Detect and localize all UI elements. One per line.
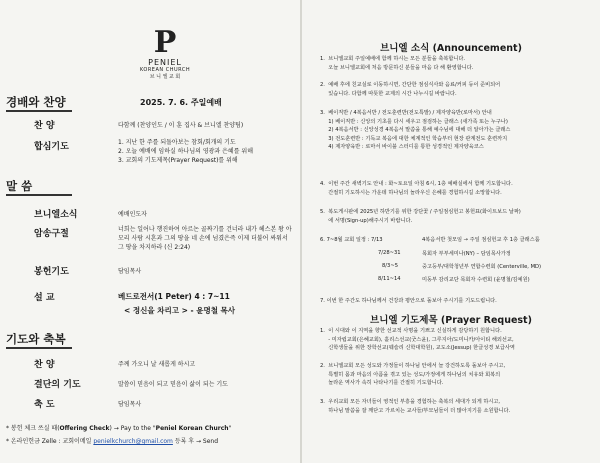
schedule-event: 4복음서반 첫모임 → 주일 점심헌교 후 1층 클래스룸 — [422, 237, 540, 243]
logo-name: PENIEL — [148, 58, 182, 67]
schedule-heading: 6. 7~8월 교회 일정 : 7/13 — [320, 237, 383, 243]
announcement-title: 브니엘 소식 (Announcement) — [380, 43, 522, 54]
announcement-item: 5. 복도게시판에 2025년 하반기를 위한 강단꽃 / 주일점심헌고 봉헌표(화이트보드 날짜) 에 서명(Sign-up)해주시기 바랍니다. — [320, 209, 521, 224]
benediction-label: 축 도 — [34, 400, 55, 410]
prayer-item: 3. 교회의 기도제목(Prayer Request)를 위해 — [118, 157, 238, 164]
offering-check-note: * 봉헌 체크 쓰실 때(Offering Check) → Pay to the "Peniel Korean Church" — [6, 425, 232, 432]
schedule-date: 7/28~31 — [378, 250, 401, 256]
schedule-date: 8/11~14 — [378, 276, 401, 282]
prayer-request-item: 3. 우리교회 모든 자녀들이 영적인 부흥을 경험하는 축복의 세대가 되게 하시고, 하나님 말씀을 잘 깨닫고 가르치는 교사들/부모님들이 더 많아지기를 소원합니다. — [320, 399, 511, 414]
church-email-link[interactable]: penielkchurch@gmail.com — [93, 438, 173, 445]
sermon-label: 설 교 — [34, 293, 55, 303]
schedule-event: 중고등부/대학청년부 연합수련회 (Centerville, MD) — [422, 264, 542, 270]
church-logo — [120, 25, 210, 80]
hymn-value: 다함께 (찬양인도 / 이 훈 집사 & 브니엘 찬양팀) — [118, 122, 244, 129]
hymn-label: 찬 양 — [34, 121, 55, 131]
announcements-panel — [302, 0, 600, 463]
worship-heading: 경배와 찬양 — [6, 95, 66, 109]
response-heading: 기도와 축복 — [6, 332, 66, 346]
announcement-item: 1. 브니엘교회 주일예배에 함께 하시는 모든 분들을 축복합니다. 오늘 브니엘교회에 처음 방문하신 분들을 마음 다 해 환영합니다. — [320, 56, 474, 71]
sermon-title: < 정신을 차리고 > - 윤명철 목사 — [124, 306, 236, 315]
word-divider — [6, 194, 72, 196]
logo-korean: 브 니 엘 교 회 — [149, 74, 181, 80]
announcement-item: 4. 이번 주간 새벽기도 안내 : 화~토요일 아침 6시, 1층 예배실에서 함께 기도합니다. 간절히 기도하시는 가운데 하나님의 놀라우신 은혜를 경험하시길 소망합니다. — [320, 181, 513, 196]
response-divider — [6, 347, 72, 349]
announcement-item: 2. 예배 후에 친교실로 이동하시면, 간단한 점심식사와 음료/커피 등이 준비되어 있습니다. 다함께 따뜻한 교제의 시간 나누시길 바랍니다. — [320, 82, 501, 97]
worship-divider — [6, 110, 72, 112]
zelle-note: * 온라인헌금 Zelle : 교회이메일 penielkchurch@gmail.com 등록 후 → Send — [6, 438, 219, 445]
decision-prayer-value: 말씀이 믿음이 되고 믿음이 삶이 되는 기도 — [118, 381, 228, 388]
schedule-event: 목회자 부부세미나(NY) – 담임목사가정 — [422, 251, 511, 257]
logo-subtitle: KOREAN CHURCH — [139, 67, 191, 73]
logo-mark: P — [153, 25, 177, 60]
closing-hymn-value: 주께 가오니 날 새롭게 하시고 — [118, 361, 196, 368]
offering-prayer-value: 담임목사 — [118, 268, 142, 275]
word-heading: 말 씀 — [6, 179, 33, 193]
benediction-value: 담임목사 — [118, 401, 142, 408]
memory-verse-label: 암송구절 — [34, 229, 69, 239]
prayer-item: 1. 지난 한 주를 되돌아보는 참회/회개의 기도 — [118, 139, 236, 146]
closing-hymn-label: 찬 양 — [34, 360, 55, 370]
unison-prayer-label: 합심기도 — [34, 142, 69, 152]
decision-prayer-label: 결단의 기도 — [34, 380, 81, 390]
prayer-request-item: 1. 이 시대와 이 지역을 향한 선교적 사명을 기쁘고 신실하게 감당하기 원합니다. - 미자립교회(은혜교회), 홀리스선교(굿스윤), 그루지아/도미니카/아이티 해외선교, 신학생들을 위한 장학선교(웨슬리 신학대학원), 교도소(Jessup) 한글성경 보급사역 — [320, 328, 515, 351]
sermon-reference: 베드로전서(1 Peter) 4 : 7~11 — [118, 292, 230, 301]
news-label: 브니엘소식 — [34, 210, 78, 220]
announcement-item: 7. 이번 한 주간도 하나님께서 건강과 평안으로 돌보아 주시기를 기도드립니다. — [320, 298, 497, 304]
news-value: 예배인도자 — [118, 211, 147, 218]
schedule-event: 미동부 감리교단 목회자 수련회 (윤명철/김예원) — [422, 277, 530, 283]
prayer-item: 2. 오늘 예배에 임하실 하나님의 영광과 은혜를 위해 — [118, 148, 253, 155]
prayer-request-title: 브니엘 기도제목 (Prayer Request) — [370, 315, 532, 326]
schedule-date: 8/3~5 — [382, 263, 398, 269]
memory-verse-value: 너희는 일어나 행진하여 아르논 골짜기를 건너라 내가 헤스본 왕 아모리 사람 시혼과 그의 땅을 네 손에 넘겼은즉 이제 더불어 싸워서 그 땅을 차지하라 (신 2:24) — [118, 226, 292, 251]
announcement-item: 3. 베이직반 / 4복음서반 / 전도훈련반(전도특발) / 제자양육반(로마서) 안내 1) 베이직반 : 신앙의 기초를 다시 세우고 점검하는 클래스 (새가족 또는 누구나) 2) 4복음서반 : 신앙성경 4복음서 말씀을 통해 예수님에 대해 더 알아가는 클래스 3) 전도훈련반 : 기독교 복음에 대한 체계적인 학습부터 현장 관계전도 훈련까지 4) 제자양육반 : 로마서 바이블 스터디를 통한 성경적인 제자양육코스 — [320, 110, 511, 150]
prayer-request-item: 2. 브니엘교회 모든 성도와 가정들이 하나님 안에서 늘 강건하도록 돌보아 주시고, 특별히 몸과 마음의 아픔을 겪고 있는 성도/가정에게 하나님의 치유와 회복의 놀라운 역사가 속히 나타나기를 간절히 기도합니다. — [320, 363, 506, 386]
service-date: 2025. 7. 6. 주일예배 — [140, 98, 222, 107]
offering-prayer-label: 봉헌기도 — [34, 267, 69, 277]
